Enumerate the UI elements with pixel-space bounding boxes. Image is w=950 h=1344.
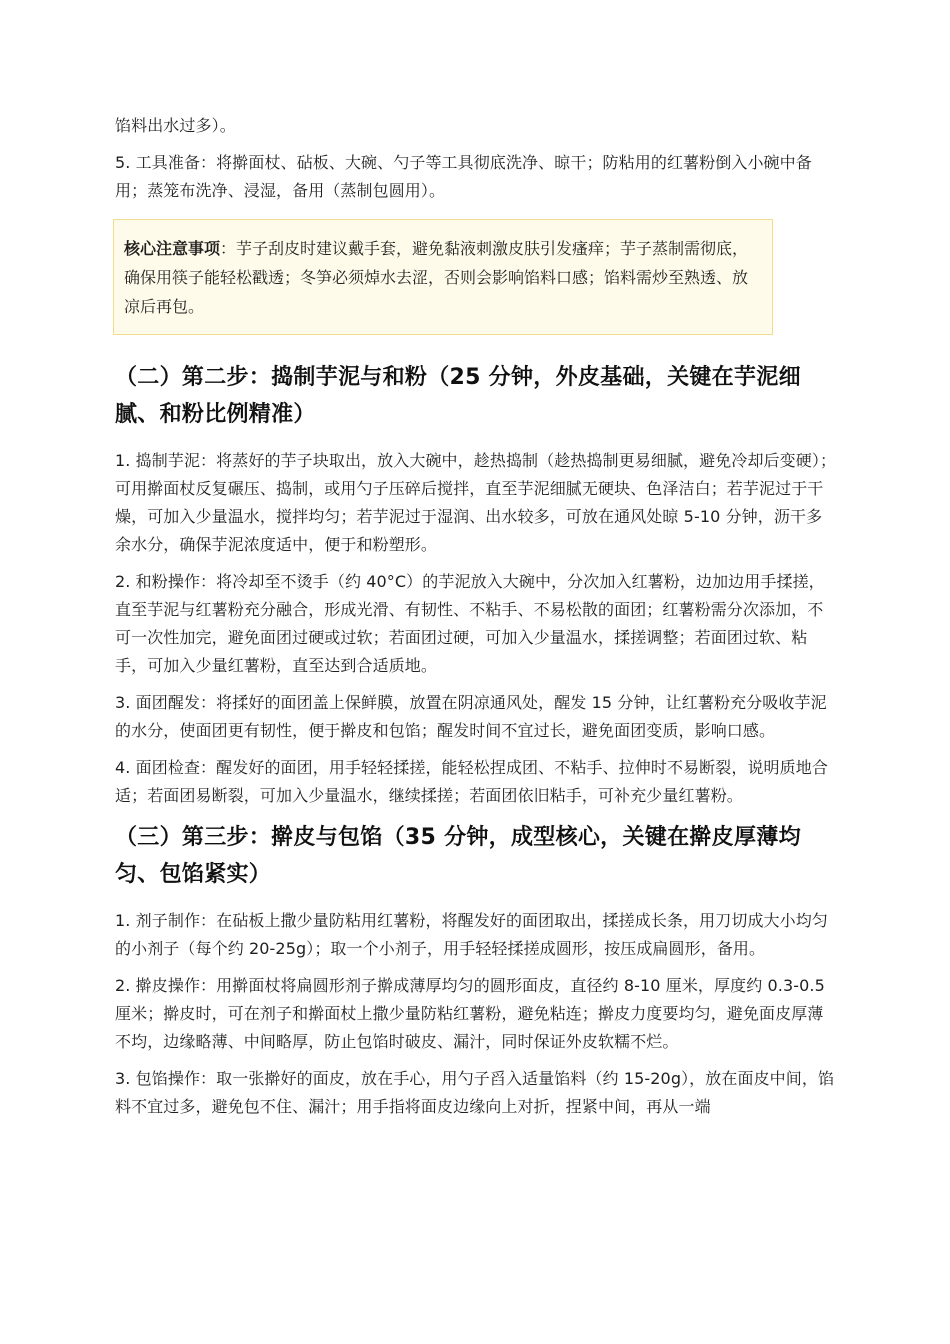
key-notes-text: ：芋子刮皮时建议戴手套，避免黏液刺激皮肤引发瘙痒；芋子蒸制需彻底，确保用筷子能轻松戳透；冬笋必须焯水去涩，否则会影响馅料口感；馅料需炒至熟透、放凉后再包。 — [124, 239, 749, 316]
section-3-item-2: 2. 擀皮操作：用擀面杖将扁圆形剂子擀成薄厚均匀的圆形面皮，直径约 8-10 厘米，厚度约 0.3-0.5 厘米；擀皮时，可在剂子和擀面杖上撒少量防粘红薯粉，避免粘连；擀皮力度要均匀，避免面皮厚薄不均，边缘略薄、中间略厚，防止包馅时破皮、漏汁，同时保证外皮软糯不烂。 — [115, 976, 825, 1051]
section-3-item-1: 1. 剂子制作：在砧板上撒少量防粘用红薯粉，将醒发好的面团取出，揉搓成长条，用刀切成大小均匀的小剂子（每个约 20-25g）；取一个小剂子，用手轻轻揉搓成圆形，按压成扁圆形，备用。 — [115, 911, 828, 958]
paragraph-continued: 馅料出水过多）。 — [115, 116, 236, 135]
document-page — [115, 112, 837, 1130]
section-2-item-3: 3. 面团醒发：将揉好的面团盖上保鲜膜，放置在阴凉通风处，醒发 15 分钟，让红薯粉充分吸收芋泥的水分，使面团更有韧性，便于擀皮和包馅；醒发时间不宜过长，避免面团变质，影响口感。 — [115, 693, 827, 740]
section-2-item-4: 4. 面团检查：醒发好的面团，用手轻轻揉搓，能轻松捏成团、不粘手、拉伸时不易断裂，说明质地合适；若面团易断裂，可加入少量温水，继续揉搓；若面团依旧粘手，可补充少量红薯粉。 — [115, 758, 828, 805]
key-notes-box — [113, 219, 773, 335]
section-2-heading: （二）第二步：捣制芋泥与和粉（25 分钟，外皮基础，关键在芋泥细腻、和粉比例精准） — [115, 365, 801, 427]
section-3-heading: （三）第三步：擀皮与包馅（35 分钟，成型核心，关键在擀皮厚薄均匀、包馅紧实） — [115, 825, 801, 887]
section-3-item-3: 3. 包馅操作：取一张擀好的面皮，放在手心，用勺子舀入适量馅料（约 15-20g），放在面皮中间，馅料不宜过多，避免包不住、漏汁；用手指将面皮边缘向上对折，捏紧中间，再从一端 — [115, 1069, 835, 1116]
section-2-item-1: 1. 捣制芋泥：将蒸好的芋子块取出，放入大碗中，趁热捣制（趁热捣制更易细腻，避免冷却后变硬）；可用擀面杖反复碾压、捣制，或用勺子压碎后搅拌，直至芋泥细腻无硬块、色泽洁白；若芋泥过于干燥，可加入少量温水，搅拌均匀；若芋泥过于湿润、出水较多，可放在通风处晾 5-10 分钟，沥干多余水分，确保芋泥浓度适中，便于和粉塑形。 — [115, 451, 837, 554]
step1-item-5: 5. 工具准备：将擀面杖、砧板、大碗、勺子等工具彻底洗净、晾干；防粘用的红薯粉倒入小碗中备用；蒸笼布洗净、浸湿，备用（蒸制包圆用）。 — [115, 153, 812, 200]
section-2-item-2: 2. 和粉操作：将冷却至不烫手（约 40°C）的芋泥放入大碗中，分次加入红薯粉，边加边用手揉搓，直至芋泥与红薯粉充分融合，形成光滑、有韧性、不粘手、不易松散的面团；红薯粉需分次添加，不可一次性加完，避免面团过硬或过软；若面团过硬，可加入少量温水，揉搓调整；若面团过软、粘手，可加入少量红薯粉，直至达到合适质地。 — [115, 572, 825, 675]
key-notes-label: 核心注意事项 — [124, 239, 221, 258]
